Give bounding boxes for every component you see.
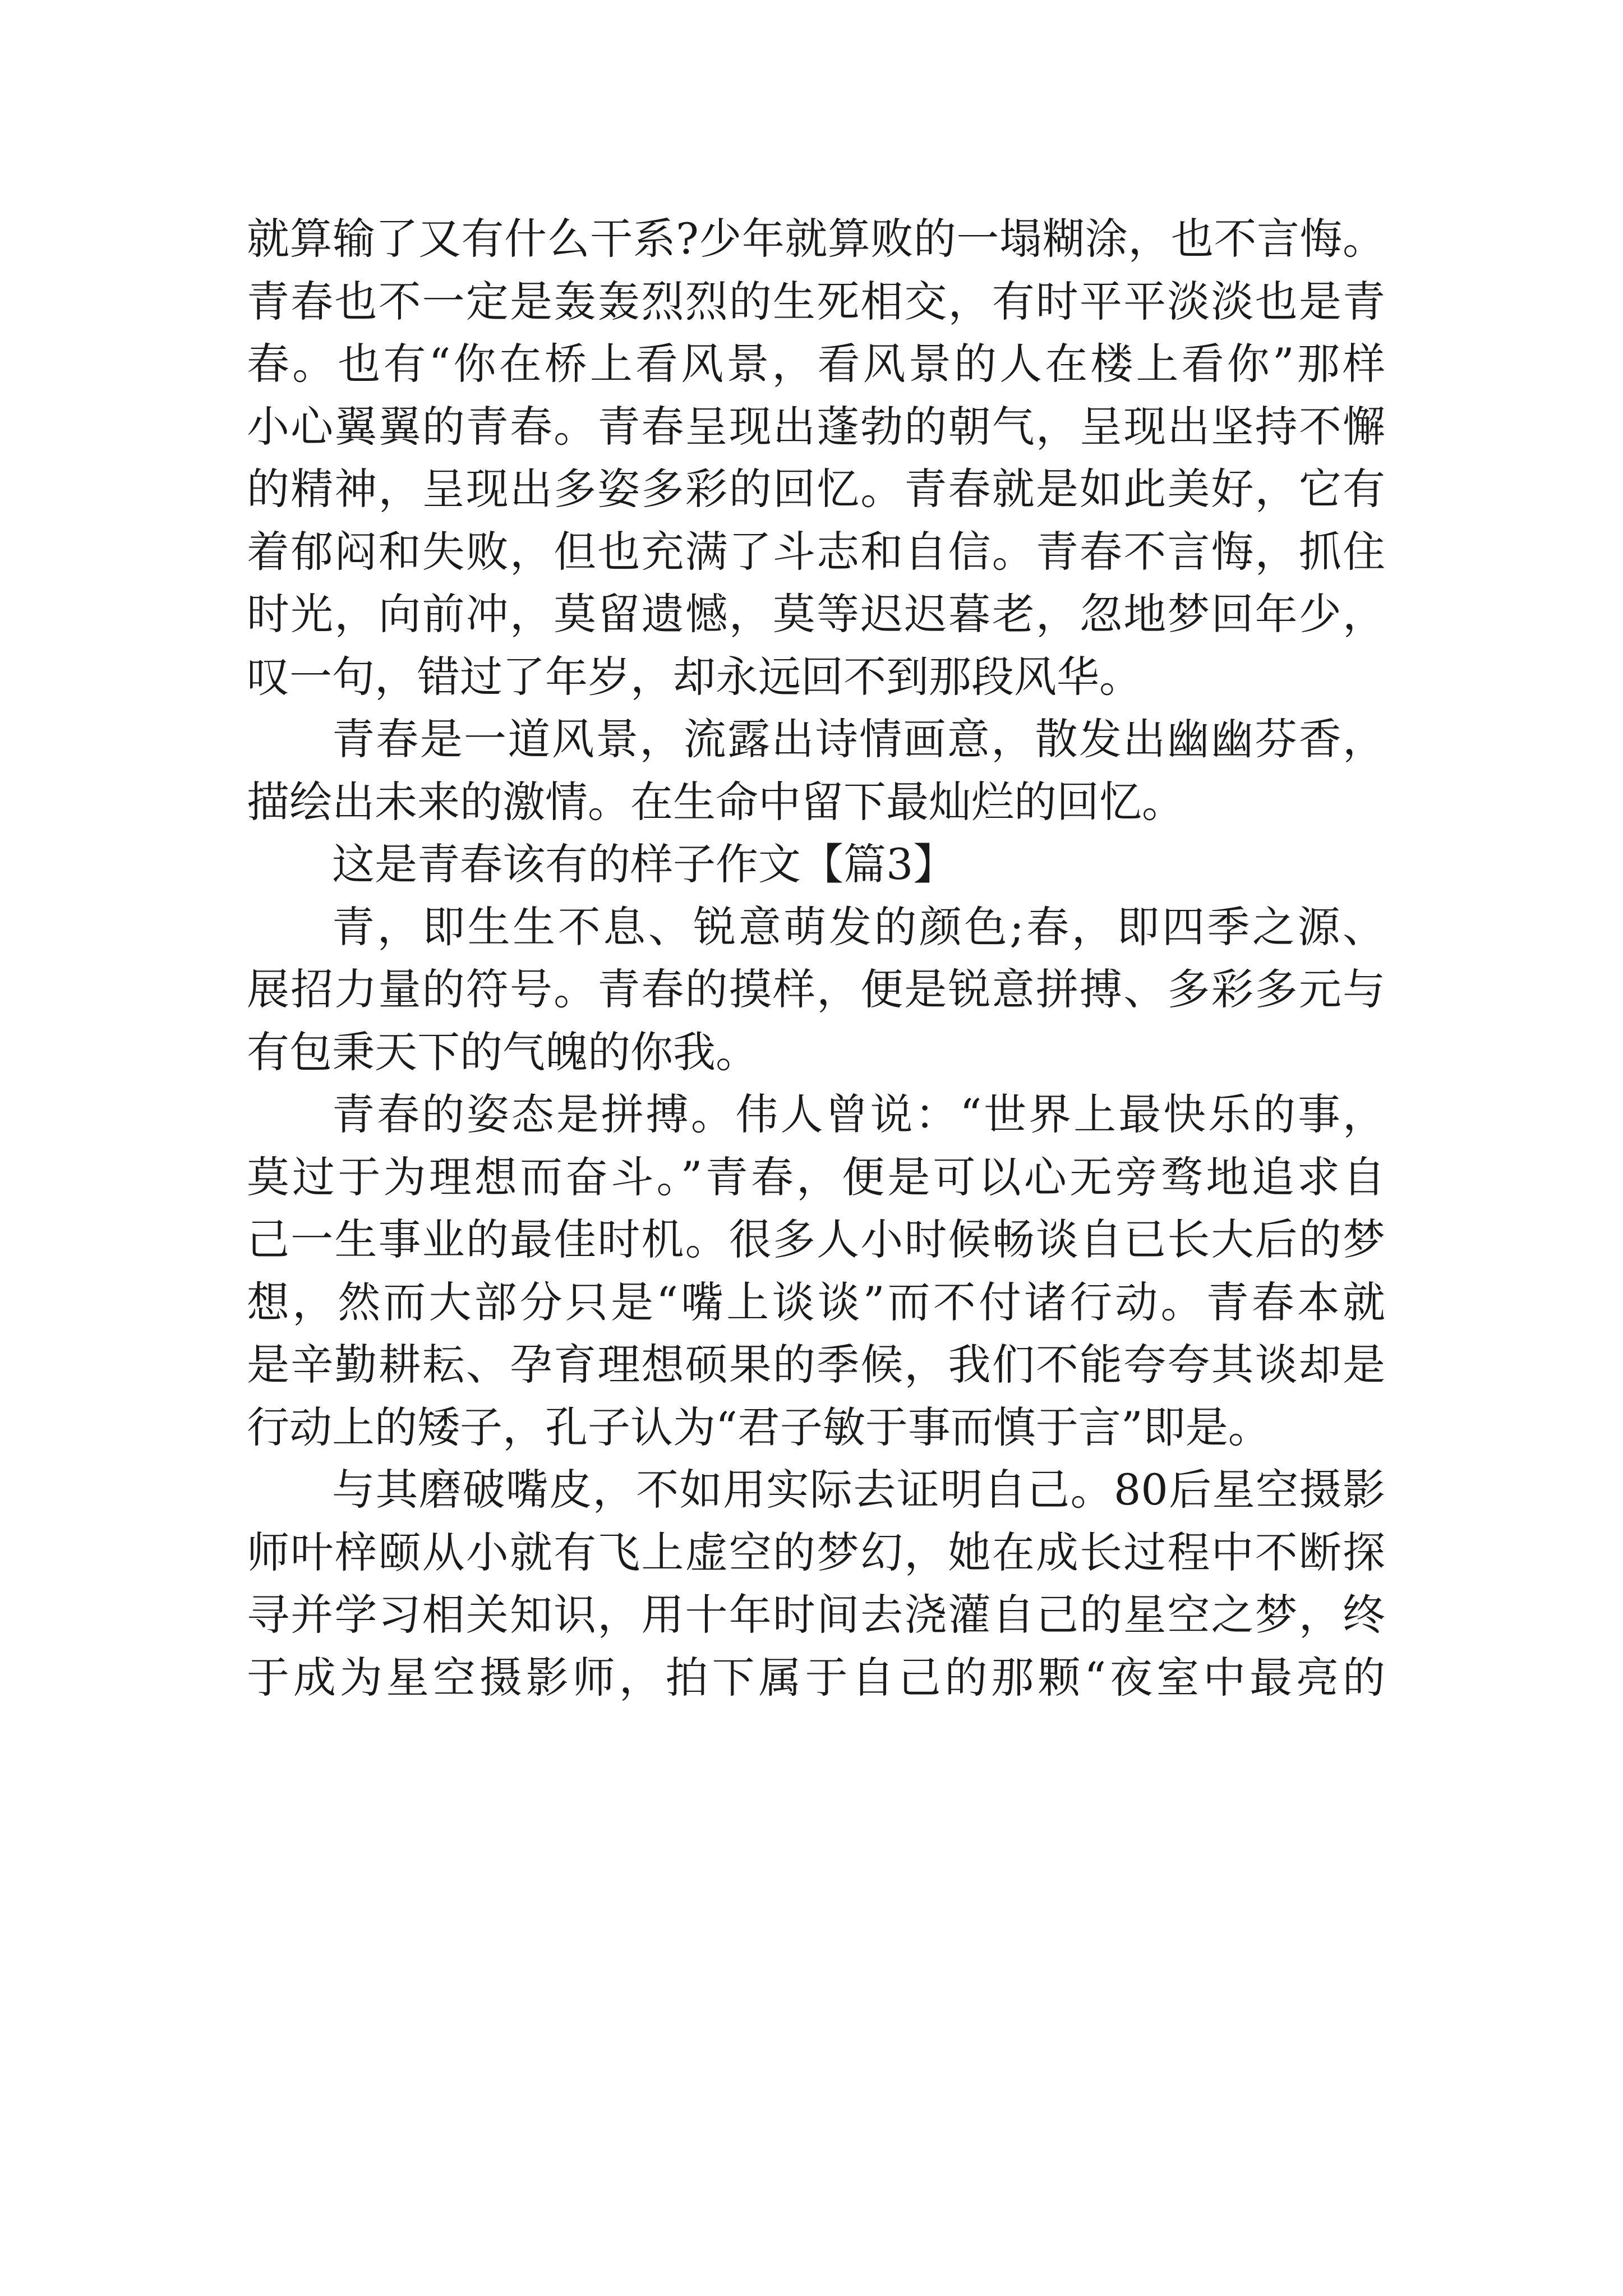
text-line: 青，即生生不息、锐意萌发的颜色;春，即四季之源、 [332, 901, 1385, 952]
text-line: 时光，向前冲，莫留遗憾，莫等迟迟暮老，忽地梦回年少， [247, 589, 1385, 639]
text-line: 师叶梓颐从小就有飞上虚空的梦幻，她在成长过程中不断探 [247, 1527, 1385, 1577]
text-line: 己一生事业的最佳时机。很多人小时候畅谈自已长大后的梦 [247, 1214, 1385, 1264]
text-line: 于成为星空摄影师，拍下属于自己的那颗“夜室中最亮的 [247, 1652, 1385, 1703]
text-line: 寻并学习相关知识，用十年时间去浇灌自己的星空之梦，终 [247, 1590, 1385, 1640]
text-line: 叹一句，错过了年岁，却永远回不到那段风华。 [247, 651, 1142, 702]
text-line: 的精神，呈现出多姿多彩的回忆。青春就是如此美好，它有 [247, 464, 1385, 514]
text-line: 青春的姿态是拼搏。伟人曾说：“世界上最快乐的事， [332, 1089, 1385, 1139]
text-line: 描绘出未来的激情。在生命中留下最灿烂的回忆。 [247, 776, 1184, 827]
text-line: 就算输了又有什么干系?少年就算败的一塌糊涂，也不言悔。 [247, 214, 1385, 264]
text-line: 展招力量的符号。青春的摸样，便是锐意拼搏、多彩多元与 [247, 964, 1385, 1014]
text-line: 着郁闷和失败，但也充满了斗志和自信。青春不言悔，抓住 [247, 526, 1385, 577]
text-line: 青春也不一定是轰轰烈烈的生死相交，有时平平淡淡也是青 [247, 276, 1385, 326]
text-line: 春。也有“你在桥上看风景，看风景的人在楼上看你”那样 [247, 339, 1385, 389]
text-line: 莫过于为理想而奋斗。”青春，便是可以心无旁骛地追求自 [247, 1152, 1385, 1202]
text-line: 行动上的矮子，孔子认为“君子敏于事而慎于言”即是。 [247, 1402, 1271, 1452]
text-line: 想，然而大部分只是“嘴上谈谈”而不付诸行动。青春本就 [247, 1277, 1385, 1327]
body-text [247, 208, 1385, 1709]
section-heading: 这是青春该有的样子作文【篇3】 [332, 839, 956, 889]
text-line: 与其磨破嘴皮，不如用实际去证明自己。80后星空摄影 [332, 1465, 1385, 1515]
text-line: 小心翼翼的青春。青春呈现出蓬勃的朝气，呈现出坚持不懈 [247, 401, 1385, 452]
text-line: 有包秉天下的气魄的你我。 [247, 1027, 758, 1077]
text-line: 青春是一道风景，流露出诗情画意，散发出幽幽芬香， [332, 714, 1385, 764]
text-line: 是辛勤耕耘、孕育理想硕果的季候，我们不能夸夸其谈却是 [247, 1340, 1385, 1389]
